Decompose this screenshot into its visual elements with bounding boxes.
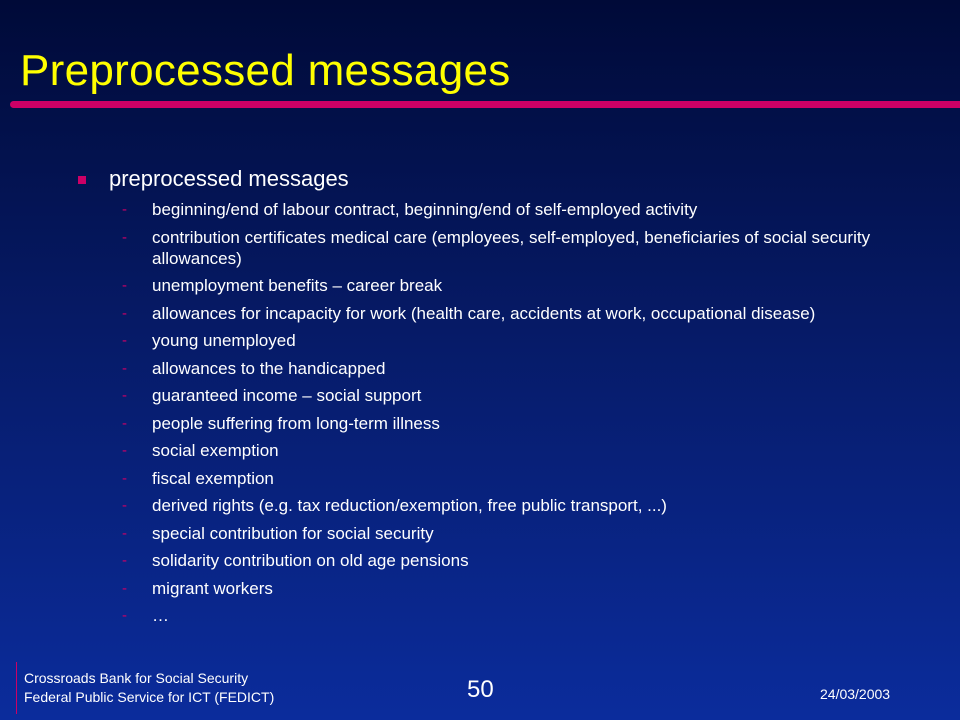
footer-org-line2: Federal Public Service for ICT (FEDICT) bbox=[24, 689, 275, 705]
sub-bullet-item bbox=[122, 303, 922, 324]
sub-bullet-item bbox=[122, 550, 922, 571]
sub-bullet-text: fiscal exemption bbox=[152, 468, 274, 488]
footer-organization bbox=[24, 669, 274, 707]
sub-bullet-text: beginning/end of labour contract, beginning/end of self-employed activity bbox=[152, 200, 698, 219]
sub-bullet-text: solidarity contribution on old age pensions bbox=[152, 551, 469, 570]
title-underline bbox=[10, 101, 960, 108]
footer-org-line1: Crossroads Bank for Social Security bbox=[24, 670, 249, 686]
dash-bullet-icon: - bbox=[122, 387, 127, 404]
sub-bullet-item bbox=[122, 468, 922, 489]
dash-bullet-icon: - bbox=[122, 497, 127, 514]
sub-bullet-item bbox=[122, 495, 922, 516]
sub-bullet-text: … bbox=[152, 606, 169, 625]
dash-bullet-icon: - bbox=[122, 414, 127, 432]
sub-bullet-text: allowances to the handicapped bbox=[152, 358, 386, 378]
sub-bullet-item bbox=[122, 413, 922, 434]
dash-bullet-icon: - bbox=[122, 332, 127, 349]
main-bullet bbox=[78, 166, 349, 192]
sub-bullet-item bbox=[122, 330, 922, 351]
sub-bullet-text: people suffering from long-term illness bbox=[152, 413, 440, 433]
footer-date: 24/03/2003 bbox=[820, 686, 891, 702]
sub-bullet-text: young unemployed bbox=[152, 331, 296, 350]
sub-bullet-list bbox=[122, 199, 922, 633]
dash-bullet-icon: - bbox=[122, 304, 127, 322]
slide-title: Preprocessed messages bbox=[20, 46, 511, 95]
sub-bullet-text: guaranteed income – social support bbox=[152, 386, 422, 405]
sub-bullet-item bbox=[122, 275, 922, 296]
footer-divider bbox=[16, 662, 17, 714]
dash-bullet-icon: - bbox=[122, 579, 127, 597]
dash-bullet-icon: - bbox=[122, 552, 127, 569]
sub-bullet-item bbox=[122, 523, 922, 544]
sub-bullet-item bbox=[122, 578, 922, 599]
dash-bullet-icon: - bbox=[122, 442, 127, 459]
sub-bullet-item bbox=[122, 605, 922, 626]
sub-bullet-text: allowances for incapacity for work (health care, accidents at work, occupational disease) bbox=[152, 303, 816, 323]
sub-bullet-text: contribution certificates medical care (employees, self-employed, beneficiaries of social security allowances) bbox=[152, 227, 871, 268]
sub-bullet-text: migrant workers bbox=[152, 578, 273, 598]
dash-bullet-icon: - bbox=[122, 469, 127, 487]
sub-bullet-text: special contribution for social security bbox=[152, 523, 434, 543]
sub-bullet-text: derived rights (e.g. tax reduction/exemption, free public transport, ...) bbox=[152, 496, 667, 515]
sub-bullet-item bbox=[122, 385, 922, 406]
dash-bullet-icon: - bbox=[122, 359, 127, 377]
sub-bullet-item bbox=[122, 440, 922, 461]
sub-bullet-text: social exemption bbox=[152, 441, 279, 460]
main-bullet-text: preprocessed messages bbox=[109, 166, 349, 191]
dash-bullet-icon: - bbox=[122, 228, 127, 246]
dash-bullet-icon: - bbox=[122, 277, 127, 294]
page-number: 50 bbox=[467, 676, 494, 703]
sub-bullet-item bbox=[122, 227, 922, 269]
sub-bullet-item bbox=[122, 358, 922, 379]
dash-bullet-icon: - bbox=[122, 201, 127, 218]
sub-bullet-item bbox=[122, 199, 922, 220]
square-bullet-icon bbox=[78, 176, 86, 184]
dash-bullet-icon: - bbox=[122, 524, 127, 542]
dash-bullet-icon: - bbox=[122, 607, 127, 624]
sub-bullet-text: unemployment benefits – career break bbox=[152, 276, 443, 295]
